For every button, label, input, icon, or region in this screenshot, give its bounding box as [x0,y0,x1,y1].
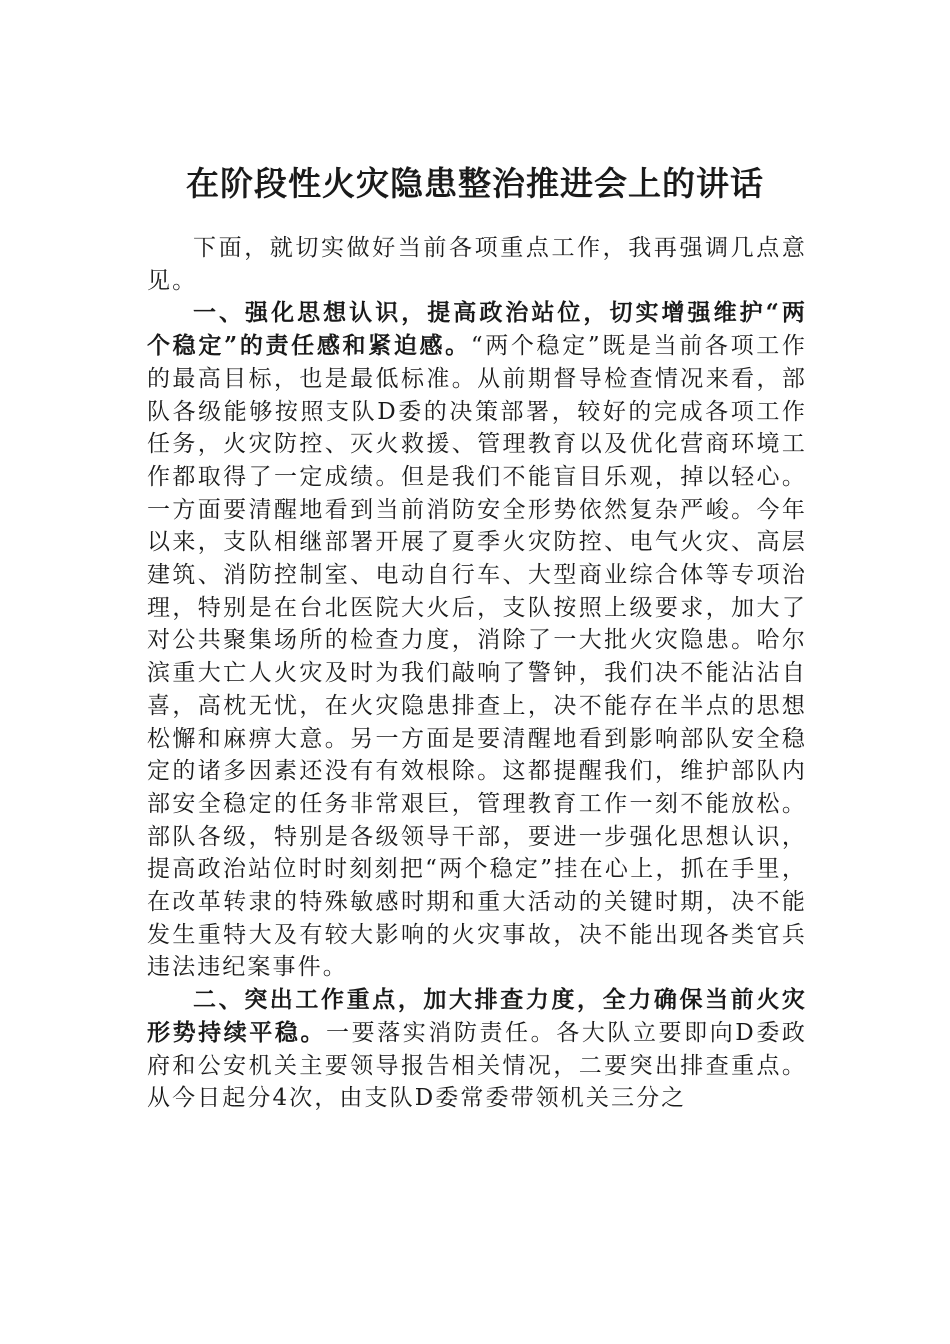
document-title: 在阶段性火灾隐患整治推进会上的讲话 [186,164,764,203]
paragraph-text: 下面，就切实做好当前各项重点工作，我再强调几点意见。 [147,235,807,294]
document-body [147,232,807,1115]
paragraph-text: 一要落实消防责任。各大队立要即向D委政府和公安机关主要领导报告相关情况，二要突出排查重点。从今日起分4次，由支队D委常委带领机关三分之 [147,1019,807,1112]
paragraph-intro [147,232,807,297]
paragraph-section-1 [147,297,807,984]
section-heading: 一、强化思想认识，提高政治站位，切实增强维护“两个稳定”的责任感和紧迫感。 [147,299,807,360]
paragraph-text: “两个稳定”既是当前各项工作的最高目标，也是最低标准。从前期督导检查情况来看，部队各级能够按照支队D委的决策部署，较好的完成各项工作任务，火灾防控、灭火救援、管理教育以及优化营商环境工作都取得了一定成绩。但是我们不能盲目乐观，掉以轻心。一方面要清醒地看到当前消防安全形势依然复杂严峻。今年以来，支队相继部署开展了夏季火灾防控、电气火灾、高层建筑、消防控制室、电动自行车、大型商业综合体等专项治理，特别是在台北医院大火后，支队按照上级要求，加大了对公共聚集场所的检查力度，消除了一大批火灾隐患。哈尔滨重大亡人火灾及时为我们敲响了警钟，我们决不能沾沾自喜，高枕无忧，在火灾隐患排查上，决不能存在半点的思想松懈和麻痹大意。另一方面是要清醒地看到影响部队安全稳定的诸多因素还没有有效根除。这都提醒我们，维护部队内部安全稳定的任务非常艰巨，管理教育工作一刻不能放松。部队各级，特别是各级领导干部，要进一步强化思想认识，提高政治站位时时刻刻把“两个稳定”挂在心上，抓在手里，在改革转隶的特殊敏感时期和重大活动的关键时期，决不能发生重特大及有较大影响的火灾事故，决不能出现各类官兵违法违纪案事件。 [147,333,808,981]
section-heading: 二、突出工作重点，加大排查力度，全力确保当前火灾形势持续平稳。 [147,986,807,1046]
paragraph-section-2 [147,984,807,1115]
